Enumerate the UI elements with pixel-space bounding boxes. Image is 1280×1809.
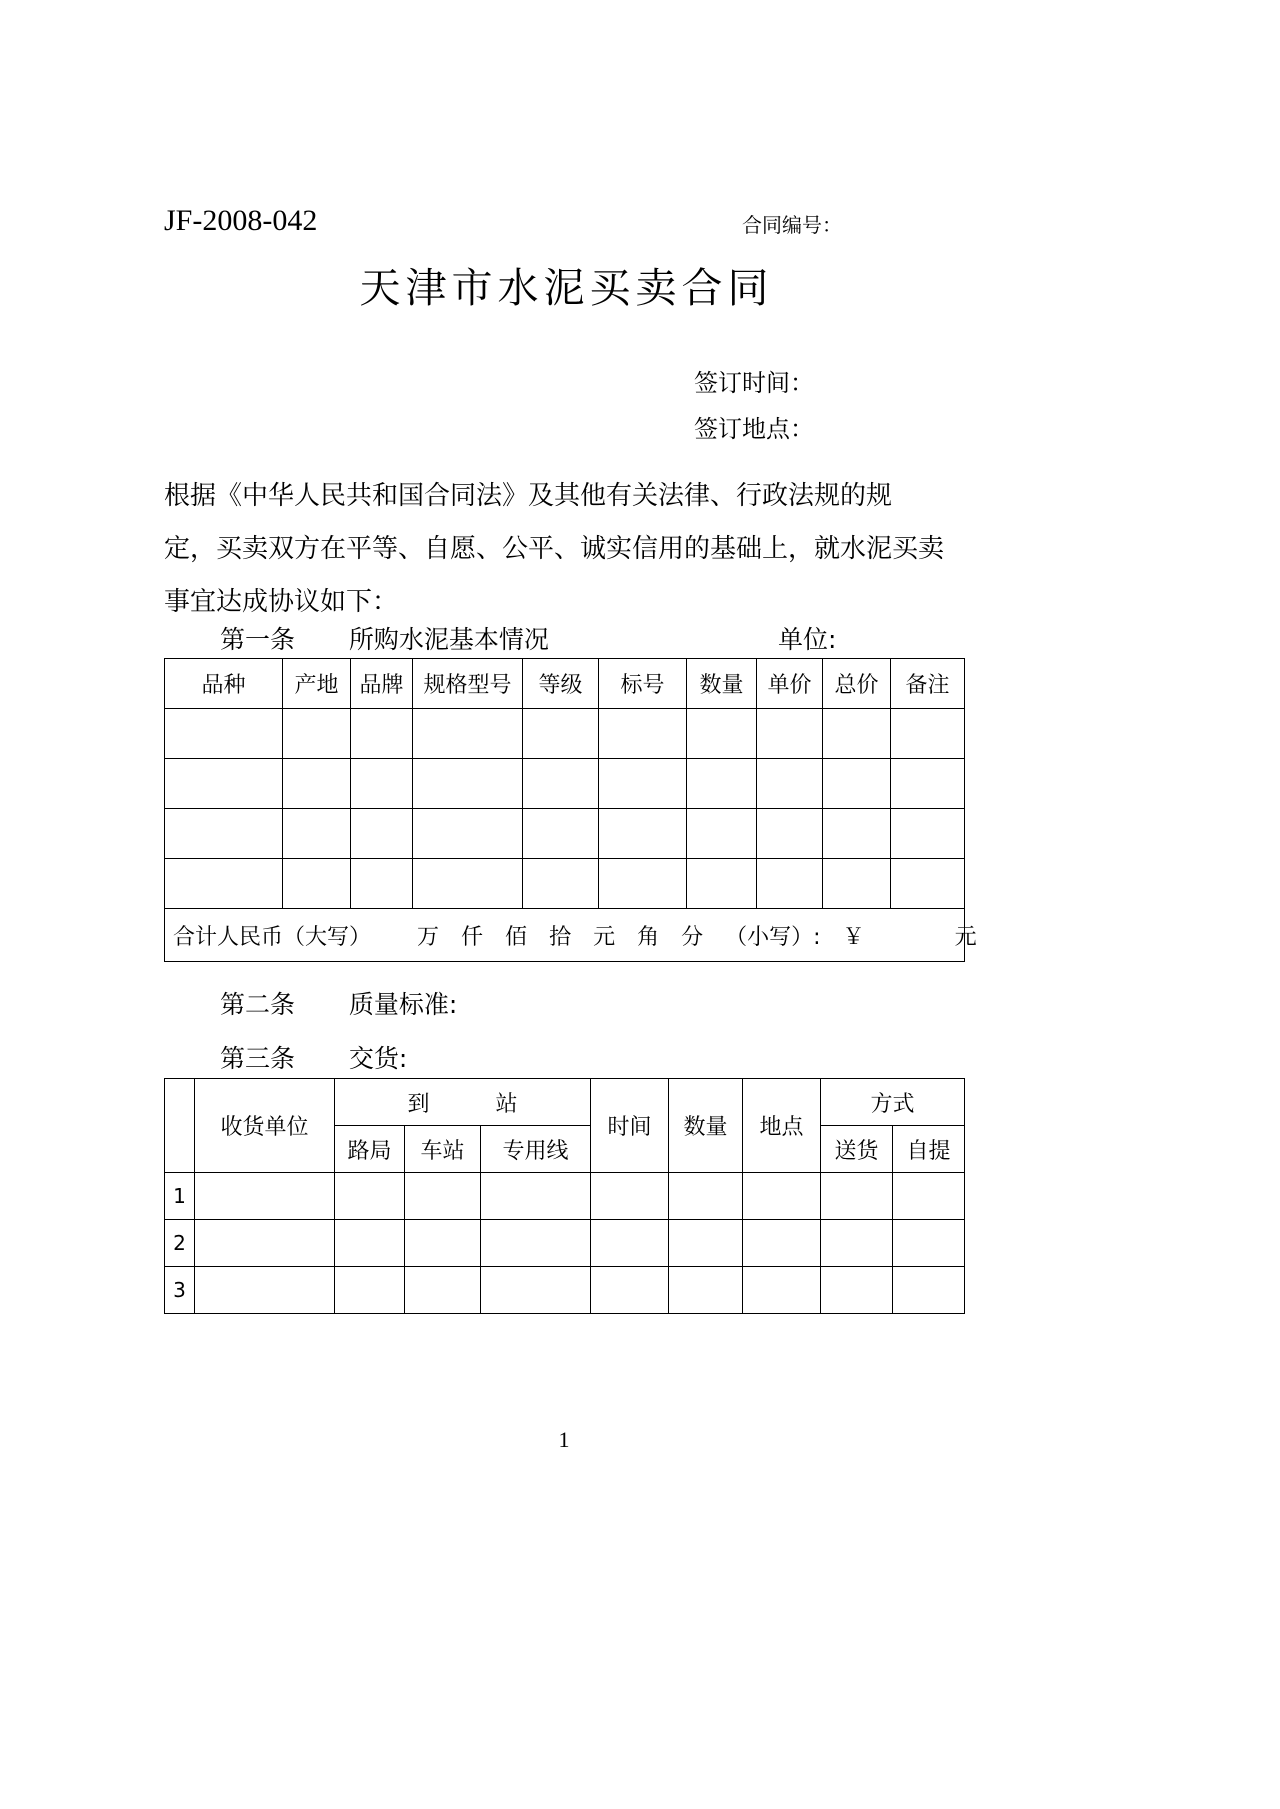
total-unit-shi: 拾 xyxy=(549,924,572,950)
goods-cell[interactable] xyxy=(351,709,413,759)
delivery-cell-railway-bureau[interactable] xyxy=(335,1267,405,1314)
goods-header-cell: 标号 xyxy=(599,659,687,709)
goods-cell[interactable] xyxy=(823,759,891,809)
clause-2-heading xyxy=(220,988,457,1022)
table-row[interactable] xyxy=(165,859,965,909)
table-row[interactable] xyxy=(165,759,965,809)
clause-2-title: 质量标准: xyxy=(348,990,458,1019)
goods-cell[interactable] xyxy=(687,759,757,809)
total-label: 合计人民币（大写） xyxy=(173,924,372,950)
delivery-cell-time[interactable] xyxy=(591,1267,669,1314)
goods-cell[interactable] xyxy=(891,809,965,859)
delivery-cell-receiver[interactable] xyxy=(195,1173,335,1220)
goods-total-cell[interactable] xyxy=(165,909,977,962)
goods-cell[interactable] xyxy=(283,859,351,909)
goods-cell[interactable] xyxy=(165,809,283,859)
goods-header-cell: 规格型号 xyxy=(413,659,523,709)
delivery-cell-receiver[interactable] xyxy=(195,1220,335,1267)
delivery-header-method: 方式 xyxy=(821,1079,965,1126)
delivery-cell-special-line[interactable] xyxy=(481,1220,591,1267)
goods-total-row[interactable] xyxy=(165,909,965,962)
delivery-cell-place[interactable] xyxy=(743,1220,821,1267)
delivery-cell-special-line[interactable] xyxy=(481,1267,591,1314)
clause-3-heading xyxy=(220,1042,407,1076)
goods-header-cell: 备注 xyxy=(891,659,965,709)
sign-time-label: 签订时间： xyxy=(694,369,814,397)
delivery-header-corner xyxy=(165,1079,195,1173)
goods-header-cell: 品牌 xyxy=(351,659,413,709)
goods-header-cell: 产地 xyxy=(283,659,351,709)
total-unit-bai: 佰 xyxy=(505,924,528,950)
goods-cell[interactable] xyxy=(165,859,283,909)
total-unit-jiao: 角 xyxy=(637,924,660,950)
goods-cell[interactable] xyxy=(599,759,687,809)
delivery-header-special-line: 专用线 xyxy=(481,1126,591,1173)
delivery-cell-quantity[interactable] xyxy=(669,1173,743,1220)
delivery-header-quantity: 数量 xyxy=(669,1079,743,1173)
clause-1-title: 所购水泥基本情况 xyxy=(348,625,549,654)
preamble-line-3: 事宜达成协议如下： xyxy=(164,587,399,617)
delivery-cell-special-line[interactable] xyxy=(481,1173,591,1220)
goods-cell[interactable] xyxy=(523,809,599,859)
goods-cell[interactable] xyxy=(165,759,283,809)
goods-cell[interactable] xyxy=(599,709,687,759)
goods-header-cell: 单价 xyxy=(757,659,823,709)
delivery-cell-place[interactable] xyxy=(743,1267,821,1314)
delivery-cell-railway-bureau[interactable] xyxy=(335,1220,405,1267)
delivery-cell-deliver[interactable] xyxy=(821,1220,893,1267)
delivery-header-pickup: 自提 xyxy=(893,1126,965,1173)
goods-cell[interactable] xyxy=(351,759,413,809)
goods-cell[interactable] xyxy=(413,709,523,759)
delivery-row-number: 3 xyxy=(165,1267,195,1314)
delivery-header-station: 车站 xyxy=(405,1126,481,1173)
goods-cell[interactable] xyxy=(757,709,823,759)
total-small-label: （小写）: xyxy=(725,924,821,950)
delivery-table xyxy=(164,1078,965,1314)
delivery-header-arrive-station: 到 站 xyxy=(335,1079,591,1126)
page-title: 天津市水泥买卖合同 xyxy=(359,264,774,312)
goods-cell[interactable] xyxy=(823,709,891,759)
goods-cell[interactable] xyxy=(891,759,965,809)
clause-3-number: 第三条 xyxy=(220,1044,296,1073)
goods-cell[interactable] xyxy=(413,809,523,859)
delivery-cell-time[interactable] xyxy=(591,1220,669,1267)
delivery-header-place: 地点 xyxy=(743,1079,821,1173)
clause-1-number: 第一条 xyxy=(220,625,296,654)
goods-cell[interactable] xyxy=(351,859,413,909)
clause-3-title: 交货: xyxy=(348,1044,408,1073)
clause-2-number: 第二条 xyxy=(220,990,296,1019)
goods-cell[interactable] xyxy=(757,809,823,859)
goods-header-cell: 总价 xyxy=(823,659,891,709)
goods-header-cell: 品种 xyxy=(165,659,283,709)
goods-cell[interactable] xyxy=(599,809,687,859)
delivery-header-row-1 xyxy=(165,1079,965,1126)
goods-cell[interactable] xyxy=(413,759,523,809)
page-number: 1 xyxy=(558,1427,570,1452)
delivery-cell-place[interactable] xyxy=(743,1173,821,1220)
goods-cell[interactable] xyxy=(687,859,757,909)
preamble-line-1: 根据《中华人民共和国合同法》及其他有关法律、行政法规的规 xyxy=(164,481,893,511)
goods-table-header-row xyxy=(165,659,965,709)
delivery-cell-quantity[interactable] xyxy=(669,1220,743,1267)
table-row[interactable] xyxy=(165,809,965,859)
delivery-cell-pickup[interactable] xyxy=(893,1267,965,1314)
delivery-cell-deliver[interactable] xyxy=(821,1173,893,1220)
goods-cell[interactable] xyxy=(891,859,965,909)
goods-header-cell: 数量 xyxy=(687,659,757,709)
delivery-row-number: 2 xyxy=(165,1220,195,1267)
goods-cell[interactable] xyxy=(523,859,599,909)
goods-cell[interactable] xyxy=(165,709,283,759)
total-unit-yuan: 元 xyxy=(593,924,616,950)
goods-cell[interactable] xyxy=(523,759,599,809)
delivery-row-number: 1 xyxy=(165,1173,195,1220)
delivery-cell-station[interactable] xyxy=(405,1220,481,1267)
clause-1-heading xyxy=(220,623,549,657)
delivery-header-railway-bureau: 路局 xyxy=(335,1126,405,1173)
goods-table xyxy=(164,658,977,962)
table-row[interactable] xyxy=(165,1220,965,1267)
table-row[interactable] xyxy=(165,1267,965,1314)
goods-cell[interactable] xyxy=(283,759,351,809)
total-unit-qian: 仟 xyxy=(461,924,484,950)
delivery-cell-deliver[interactable] xyxy=(821,1267,893,1314)
delivery-cell-pickup[interactable] xyxy=(893,1220,965,1267)
goods-cell[interactable] xyxy=(687,709,757,759)
document-header xyxy=(164,203,964,243)
table-row[interactable] xyxy=(165,1173,965,1220)
delivery-cell-station[interactable] xyxy=(405,1267,481,1314)
delivery-cell-receiver[interactable] xyxy=(195,1267,335,1314)
sign-place-label: 签订地点： xyxy=(694,415,814,443)
total-unit-wan: 万 xyxy=(417,924,440,950)
goods-cell[interactable] xyxy=(757,859,823,909)
preamble-paragraph xyxy=(164,470,964,629)
goods-cell[interactable] xyxy=(413,859,523,909)
goods-cell[interactable] xyxy=(823,809,891,859)
delivery-cell-time[interactable] xyxy=(591,1173,669,1220)
goods-cell[interactable] xyxy=(757,759,823,809)
clause-1-unit-label: 单位: xyxy=(778,625,837,654)
delivery-header-receiver: 收货单位 xyxy=(195,1079,335,1173)
goods-cell[interactable] xyxy=(283,809,351,859)
delivery-cell-railway-bureau[interactable] xyxy=(335,1173,405,1220)
goods-cell[interactable] xyxy=(351,809,413,859)
goods-cell[interactable] xyxy=(523,709,599,759)
delivery-cell-quantity[interactable] xyxy=(669,1267,743,1314)
document-code: JF-2008-042 xyxy=(164,204,318,237)
goods-cell[interactable] xyxy=(283,709,351,759)
goods-cell[interactable] xyxy=(823,859,891,909)
delivery-header-time: 时间 xyxy=(591,1079,669,1173)
goods-header-cell: 等级 xyxy=(523,659,599,709)
signing-info xyxy=(164,360,964,452)
contract-number-label: 合同编号： xyxy=(742,213,842,237)
currency-symbol: ￥ xyxy=(842,924,865,950)
total-unit-fen: 分 xyxy=(681,924,704,950)
total-yuan-suffix: 元 xyxy=(954,924,977,950)
delivery-header-deliver: 送货 xyxy=(821,1126,893,1173)
table-row[interactable] xyxy=(165,709,965,759)
goods-cell[interactable] xyxy=(891,709,965,759)
delivery-cell-station[interactable] xyxy=(405,1173,481,1220)
goods-cell[interactable] xyxy=(599,859,687,909)
preamble-line-2: 定，买卖双方在平等、自愿、公平、诚实信用的基础上，就水泥买卖 xyxy=(164,534,945,564)
goods-cell[interactable] xyxy=(687,809,757,859)
delivery-cell-pickup[interactable] xyxy=(893,1173,965,1220)
